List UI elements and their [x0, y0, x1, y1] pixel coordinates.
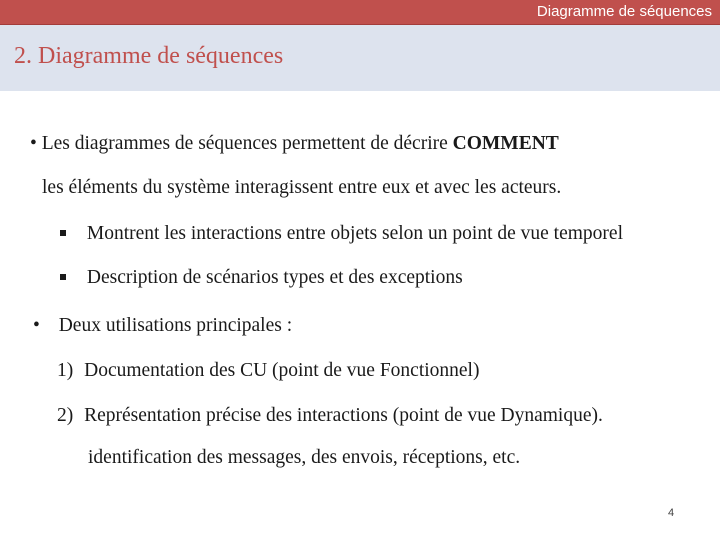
intro-continuation: les éléments du système interagissent entre eux et avec les acteurs.: [42, 177, 562, 198]
sub-bullet-item: [60, 265, 463, 291]
numbered-item-continuation: identification des messages, des envois, réceptions, etc.: [88, 447, 521, 468]
intro-text: Les diagrammes de séquences permettent de décrire: [41, 133, 453, 154]
numbered-item: [57, 358, 479, 384]
slide-title: 2. Diagramme de séquences: [14, 43, 284, 69]
page-number: 4: [668, 507, 675, 519]
item-text: Documentation des CU (point de vue Fonctionnel): [84, 360, 480, 381]
numbered-item: [57, 403, 603, 429]
second-bullet-line: [33, 313, 292, 339]
second-bullet-text: Deux utilisations principales :: [58, 315, 293, 336]
top-bar-title: Diagramme de séquences: [536, 3, 712, 20]
sub-bullet-text: Description de scénarios types et des exceptions: [86, 267, 463, 288]
square-bullet-icon: [60, 230, 66, 236]
bullet-dot: •: [33, 315, 40, 336]
sub-bullet-item: [60, 221, 623, 247]
intro-line: [30, 131, 559, 157]
sub-bullet-text: Montrent les interactions entre objets selon un point de vue temporel: [86, 223, 623, 244]
item-text: Représentation précise des interactions (point de vue Dynamique).: [84, 405, 603, 426]
bullet-dot: •: [30, 133, 37, 154]
square-bullet-icon: [60, 274, 66, 280]
item-number: 1): [57, 360, 74, 381]
item-number: 2): [57, 405, 74, 426]
intro-emphasis: COMMENT: [452, 133, 559, 154]
